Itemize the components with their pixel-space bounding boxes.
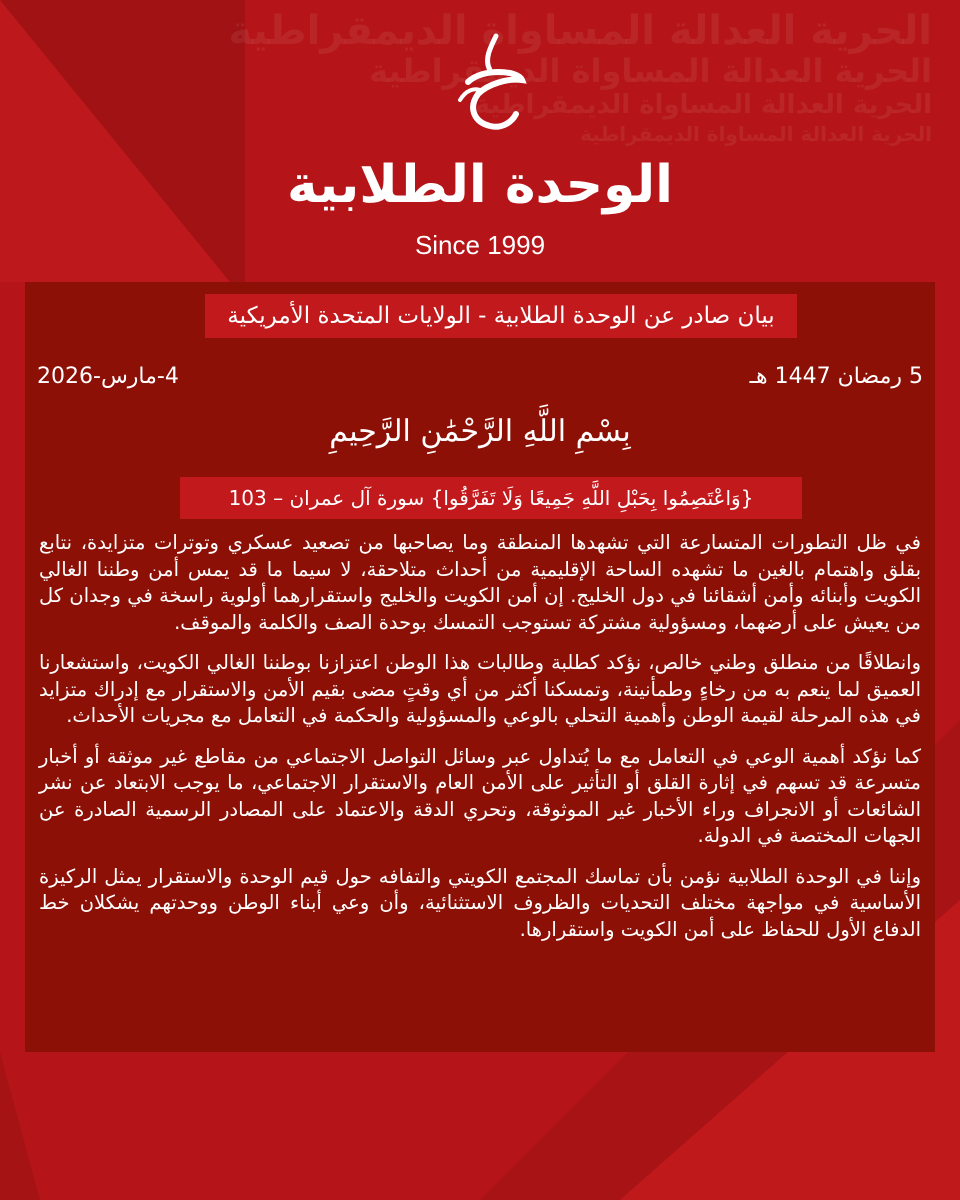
quran-verse: {وَاعْتَصِمُوا بِحَبْلِ اللَّهِ جَمِيعًا وَلَا تَفَرَّقُوا} سورة آل عمران – 103 (180, 477, 802, 519)
organization-name: الوحدة الطلابية (286, 155, 674, 215)
date-gregorian: 4-مارس-2026 (37, 364, 179, 389)
watermark-line: الحرية العدالة المساواة الديمقراطية (228, 8, 932, 54)
watermark-line: الحرية العدالة المساواة الديمقراطية (580, 122, 932, 146)
organization-emblem-icon (438, 30, 538, 140)
watermark-line: الحرية العدالة المساواة الديمقراطية (474, 90, 932, 120)
statement-body (39, 530, 921, 957)
watermark-line: الحرية العدالة المساواة الديمقراطية (369, 52, 932, 90)
statement-paragraph: في ظل التطورات المتسارعة التي تشهدها المنطقة وما يصاحبها من تصعيد عسكري وتوترات متزايدة، نتابع بقلق واهتمام بالغين ما تشهده الساحة الإقليمية من أحداث متلاحقة، لا سيما ما قد يمس أمن وطننا الغالي الكويت وأبنائه وأمن أشقائنا في دول الخليج. إن أمن الكويت والخليج واستقرارهما أولوية راسخة في وجدان كل من يعيش على أرضهما، ومسؤولية مشتركة تستوجب التمسك بوحدة الصف والكلمة والموقف. (39, 531, 921, 634)
statement-paragraph: وإننا في الوحدة الطلابية نؤمن بأن تماسك المجتمع الكويتي والتفافه حول قيم الوحدة والاستقرار يمثل الركيزة الأساسية في مواجهة مختلف التحديات والظروف الاستثنائية، وأن وعي أبناء الوطن ووحدتهم يشكلان خط الدفاع الأول للحفاظ على أمن الكويت واستقرارها. (39, 864, 921, 941)
statement-paragraph: وانطلاقًا من منطلق وطني خالص، نؤكد كطلبة وطالبات هذا الوطن اعتزازنا بوطننا الغالي الكويت، واستشعارنا العميق لما ينعم به من رخاءٍ وطمأنينة، وتمسكنا أكثر من أي وقتٍ مضى بقيم الأمن والاستقرار مع إدراك متزايد في هذه المرحلة لقيمة الوطن وأهمية التحلي بالوعي والمسؤولية والحكمة في التعامل مع مجريات الأحداث. (39, 651, 921, 727)
statement-title: بيان صادر عن الوحدة الطلابية - الولايات المتحدة الأمريكية (205, 294, 797, 338)
date-hijri: 5 رمضان 1447 هـ (749, 364, 923, 389)
basmala-calligraphy: بِسْمِ اللَّهِ الرَّحْمَٰنِ الرَّحِيمِ (329, 414, 631, 449)
since-year: Since 1999 (414, 230, 546, 260)
organization-logo (0, 10, 960, 280)
statement-panel (25, 282, 935, 1052)
statement-paragraph: كما نؤكد أهمية الوعي في التعامل مع ما يُتداول عبر وسائل التواصل الاجتماعي من مقاطع غير موثقة أو أخبار متسرعة قد تسهم في إثارة القلق أو التأثير على الأمن العام والاستقرار الاجتماعي، ما يوجب الابتعاد عن نشر الشائعات أو الانجراف وراء الأخبار غير الموثوقة، وتحري الدقة والاعتماد على المصادر الرسمية الصادرة عن الجهات المختصة في الدولة. (39, 744, 921, 847)
